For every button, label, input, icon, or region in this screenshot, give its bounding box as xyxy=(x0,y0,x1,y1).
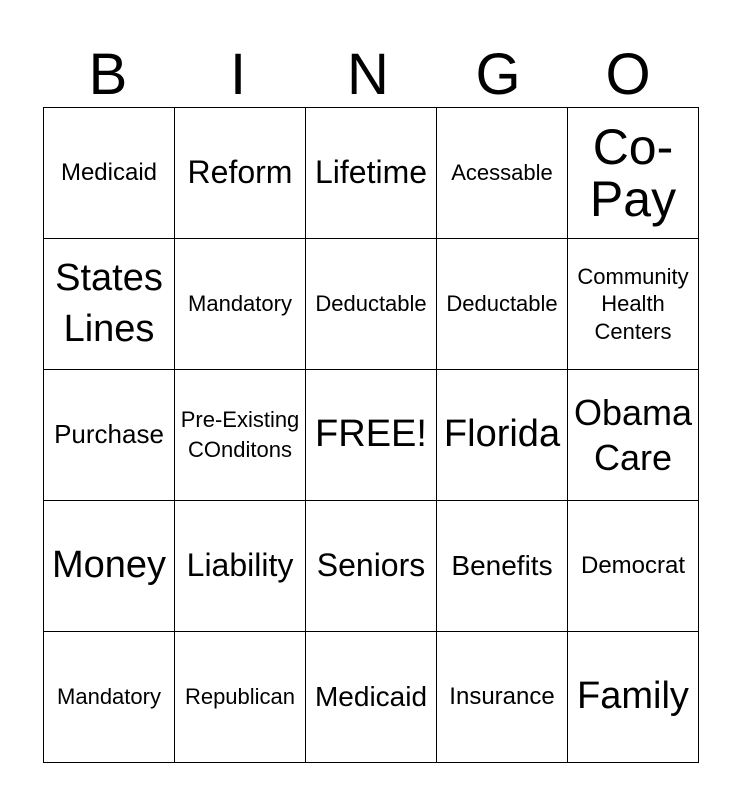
board-row xyxy=(44,239,699,370)
bingo-cell[interactable]: Community Health Centers xyxy=(568,239,699,370)
free-space-cell[interactable]: FREE! xyxy=(306,370,437,501)
bingo-cell[interactable]: Mandatory xyxy=(44,632,175,763)
bingo-cell[interactable]: States Lines xyxy=(44,239,175,370)
bingo-cell[interactable]: Co-Pay xyxy=(568,108,699,239)
header-letter-i: I xyxy=(229,42,247,107)
bingo-cell[interactable]: Deductable xyxy=(437,239,568,370)
bingo-cell[interactable]: Pre-Existing COnditons xyxy=(175,370,306,501)
header-letter-g: G xyxy=(475,42,521,107)
bingo-board xyxy=(43,107,699,763)
bingo-cell[interactable]: Medicaid xyxy=(306,632,437,763)
bingo-cell[interactable]: Liability xyxy=(175,501,306,632)
bingo-cell[interactable]: Obama Care xyxy=(568,370,699,501)
board-row xyxy=(44,370,699,501)
bingo-cell[interactable]: Florida xyxy=(437,370,568,501)
bingo-cell[interactable]: Mandatory xyxy=(175,239,306,370)
bingo-cell[interactable]: Acessable xyxy=(437,108,568,239)
bingo-cell[interactable]: Seniors xyxy=(306,501,437,632)
bingo-cell[interactable]: Insurance xyxy=(437,632,568,763)
bingo-cell[interactable]: Medicaid xyxy=(44,108,175,239)
bingo-cell[interactable]: Purchase xyxy=(44,370,175,501)
board-row xyxy=(44,501,699,632)
bingo-cell[interactable]: Family xyxy=(568,632,699,763)
header-letter-n: N xyxy=(347,42,389,107)
board-row xyxy=(44,108,699,239)
bingo-cell[interactable]: Deductable xyxy=(306,239,437,370)
bingo-cell[interactable]: Benefits xyxy=(437,501,568,632)
bingo-cell[interactable]: Democrat xyxy=(568,501,699,632)
header-letter-b: B xyxy=(88,42,128,107)
header-letter-o: O xyxy=(605,42,651,107)
bingo-cell[interactable]: Money xyxy=(44,501,175,632)
bingo-header xyxy=(43,44,693,106)
bingo-cell[interactable]: Lifetime xyxy=(306,108,437,239)
bingo-cell[interactable]: Republican xyxy=(175,632,306,763)
bingo-cell[interactable]: Reform xyxy=(175,108,306,239)
board-row xyxy=(44,632,699,763)
